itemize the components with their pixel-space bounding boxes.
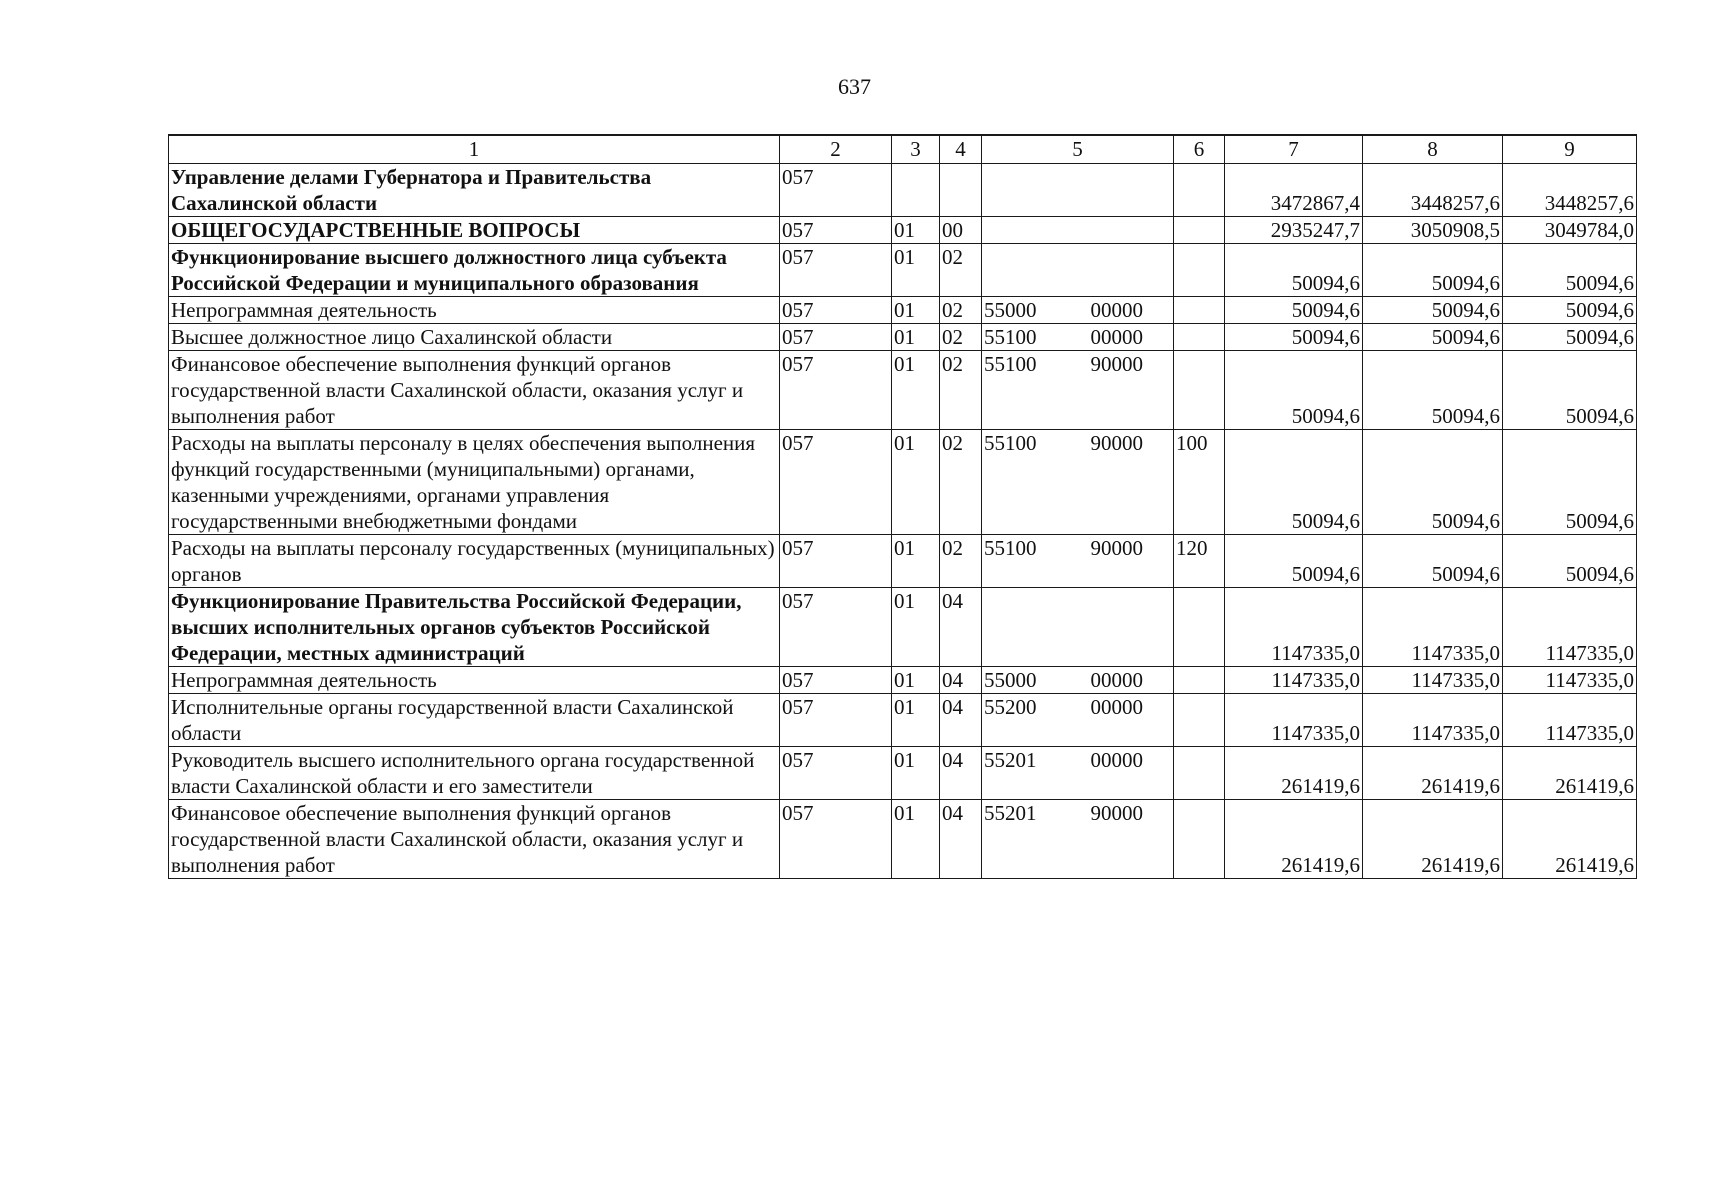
row-name-cell: Непрограммная деятельность bbox=[169, 297, 780, 324]
amount-cell-col7: 1147335,0 bbox=[1225, 694, 1363, 747]
row-name-cell: Непрограммная деятельность bbox=[169, 667, 780, 694]
target-article-part-a: 55200 bbox=[984, 695, 1037, 719]
target-article-cell bbox=[982, 800, 1174, 879]
target-article-part-b: 00000 bbox=[1090, 668, 1143, 692]
subsection-code-cell: 02 bbox=[940, 535, 982, 588]
section-code-cell: 01 bbox=[892, 747, 940, 800]
subsection-code-cell: 04 bbox=[940, 588, 982, 667]
amount-cell-col8: 3050908,5 bbox=[1363, 217, 1503, 244]
amount-cell-col9: 50094,6 bbox=[1503, 244, 1637, 297]
amount-cell-col9: 261419,6 bbox=[1503, 747, 1637, 800]
ministry-code-cell: 057 bbox=[780, 800, 892, 879]
target-article-cell bbox=[982, 324, 1174, 351]
amount-cell-col8: 3448257,6 bbox=[1363, 164, 1503, 217]
table-row bbox=[169, 164, 1637, 217]
target-article-part-b: 90000 bbox=[1090, 536, 1143, 560]
ministry-code-cell: 057 bbox=[780, 217, 892, 244]
ministry-code-cell: 057 bbox=[780, 430, 892, 535]
ministry-code-cell: 057 bbox=[780, 535, 892, 588]
row-name-cell: Высшее должностное лицо Сахалинской области bbox=[169, 324, 780, 351]
amount-cell-col9: 3049784,0 bbox=[1503, 217, 1637, 244]
target-article-cell bbox=[982, 351, 1174, 430]
target-article-part-b: 90000 bbox=[1090, 431, 1143, 455]
expense-type-cell bbox=[1174, 164, 1225, 217]
expense-type-cell: 120 bbox=[1174, 535, 1225, 588]
target-article-part-a: 55100 bbox=[984, 431, 1037, 455]
column-header: 5 bbox=[982, 135, 1174, 164]
ministry-code-cell: 057 bbox=[780, 244, 892, 297]
table-header-row bbox=[169, 135, 1637, 164]
target-article-part-a: 55100 bbox=[984, 536, 1037, 560]
expense-type-cell bbox=[1174, 324, 1225, 351]
ministry-code-cell: 057 bbox=[780, 588, 892, 667]
section-code-cell: 01 bbox=[892, 667, 940, 694]
amount-cell-col8: 50094,6 bbox=[1363, 351, 1503, 430]
section-code-cell: 01 bbox=[892, 430, 940, 535]
amount-cell-col7: 261419,6 bbox=[1225, 747, 1363, 800]
target-article-part-a: 55000 bbox=[984, 298, 1037, 322]
amount-cell-col7: 50094,6 bbox=[1225, 324, 1363, 351]
target-article-part-b: 00000 bbox=[1090, 695, 1143, 719]
column-header: 1 bbox=[169, 135, 780, 164]
column-header: 9 bbox=[1503, 135, 1637, 164]
column-header: 4 bbox=[940, 135, 982, 164]
amount-cell-col7: 50094,6 bbox=[1225, 535, 1363, 588]
amount-cell-col7: 3472867,4 bbox=[1225, 164, 1363, 217]
section-code-cell: 01 bbox=[892, 297, 940, 324]
table-row bbox=[169, 747, 1637, 800]
subsection-code-cell: 04 bbox=[940, 747, 982, 800]
section-code-cell: 01 bbox=[892, 324, 940, 351]
expense-type-cell bbox=[1174, 588, 1225, 667]
amount-cell-col8: 1147335,0 bbox=[1363, 667, 1503, 694]
amount-cell-col7: 50094,6 bbox=[1225, 244, 1363, 297]
row-name-cell: Руководитель высшего исполнительного органа государственной власти Сахалинской области и его заместители bbox=[169, 747, 780, 800]
ministry-code-cell: 057 bbox=[780, 297, 892, 324]
amount-cell-col8: 50094,6 bbox=[1363, 244, 1503, 297]
column-header: 8 bbox=[1363, 135, 1503, 164]
row-name-cell: Расходы на выплаты персоналу в целях обеспечения выполнения функций государственными (муниципальными) органами, казенными учреждениями, органами управления государственными внебюджетными фондами bbox=[169, 430, 780, 535]
subsection-code-cell: 02 bbox=[940, 244, 982, 297]
subsection-code-cell: 04 bbox=[940, 800, 982, 879]
amount-cell-col9: 50094,6 bbox=[1503, 297, 1637, 324]
subsection-code-cell: 00 bbox=[940, 217, 982, 244]
target-article-part-b: 90000 bbox=[1090, 352, 1143, 376]
amount-cell-col9: 261419,6 bbox=[1503, 800, 1637, 879]
target-article-cell bbox=[982, 217, 1174, 244]
section-code-cell: 01 bbox=[892, 217, 940, 244]
subsection-code-cell: 02 bbox=[940, 351, 982, 430]
amount-cell-col8: 261419,6 bbox=[1363, 800, 1503, 879]
row-name-cell: ОБЩЕГОСУДАРСТВЕННЫЕ ВОПРОСЫ bbox=[169, 217, 780, 244]
table-row bbox=[169, 430, 1637, 535]
target-article-part-b: 90000 bbox=[1090, 801, 1143, 825]
table-row bbox=[169, 351, 1637, 430]
target-article-cell bbox=[982, 667, 1174, 694]
table-row bbox=[169, 244, 1637, 297]
subsection-code-cell: 02 bbox=[940, 297, 982, 324]
amount-cell-col8: 50094,6 bbox=[1363, 430, 1503, 535]
row-name-cell: Управление делами Губернатора и Правительства Сахалинской области bbox=[169, 164, 780, 217]
amount-cell-col9: 1147335,0 bbox=[1503, 667, 1637, 694]
ministry-code-cell: 057 bbox=[780, 667, 892, 694]
target-article-cell bbox=[982, 747, 1174, 800]
amount-cell-col9: 3448257,6 bbox=[1503, 164, 1637, 217]
amount-cell-col8: 261419,6 bbox=[1363, 747, 1503, 800]
table-row bbox=[169, 694, 1637, 747]
expense-type-cell bbox=[1174, 800, 1225, 879]
target-article-part-b: 00000 bbox=[1090, 748, 1143, 772]
amount-cell-col8: 50094,6 bbox=[1363, 297, 1503, 324]
target-article-cell bbox=[982, 588, 1174, 667]
section-code-cell: 01 bbox=[892, 351, 940, 430]
target-article-cell bbox=[982, 694, 1174, 747]
amount-cell-col8: 1147335,0 bbox=[1363, 694, 1503, 747]
target-article-part-a: 55100 bbox=[984, 352, 1037, 376]
target-article-cell bbox=[982, 297, 1174, 324]
column-header: 3 bbox=[892, 135, 940, 164]
amount-cell-col7: 2935247,7 bbox=[1225, 217, 1363, 244]
target-article-cell bbox=[982, 164, 1174, 217]
target-article-part-b: 00000 bbox=[1090, 325, 1143, 349]
target-article-part-a: 55201 bbox=[984, 748, 1037, 772]
expense-type-cell bbox=[1174, 217, 1225, 244]
amount-cell-col7: 1147335,0 bbox=[1225, 667, 1363, 694]
amount-cell-col7: 261419,6 bbox=[1225, 800, 1363, 879]
target-article-part-a: 55100 bbox=[984, 325, 1037, 349]
table-row bbox=[169, 667, 1637, 694]
amount-cell-col7: 50094,6 bbox=[1225, 297, 1363, 324]
target-article-cell bbox=[982, 244, 1174, 297]
row-name-cell: Функционирование высшего должностного лица субъекта Российской Федерации и муниципального образования bbox=[169, 244, 780, 297]
subsection-code-cell: 04 bbox=[940, 694, 982, 747]
amount-cell-col7: 50094,6 bbox=[1225, 351, 1363, 430]
section-code-cell: 01 bbox=[892, 244, 940, 297]
expense-type-cell bbox=[1174, 297, 1225, 324]
section-code-cell: 01 bbox=[892, 535, 940, 588]
table-row bbox=[169, 535, 1637, 588]
amount-cell-col9: 1147335,0 bbox=[1503, 694, 1637, 747]
amount-cell-col7: 50094,6 bbox=[1225, 430, 1363, 535]
target-article-cell bbox=[982, 535, 1174, 588]
amount-cell-col9: 50094,6 bbox=[1503, 351, 1637, 430]
amount-cell-col8: 50094,6 bbox=[1363, 324, 1503, 351]
subsection-code-cell bbox=[940, 164, 982, 217]
table-row bbox=[169, 324, 1637, 351]
table-row bbox=[169, 800, 1637, 879]
subsection-code-cell: 04 bbox=[940, 667, 982, 694]
section-code-cell: 01 bbox=[892, 800, 940, 879]
target-article-cell bbox=[982, 430, 1174, 535]
expense-type-cell bbox=[1174, 747, 1225, 800]
target-article-part-a: 55000 bbox=[984, 668, 1037, 692]
row-name-cell: Финансовое обеспечение выполнения функций органов государственной власти Сахалинской области, оказания услуг и выполнения работ bbox=[169, 800, 780, 879]
row-name-cell: Финансовое обеспечение выполнения функций органов государственной власти Сахалинской области, оказания услуг и выполнения работ bbox=[169, 351, 780, 430]
expense-type-cell bbox=[1174, 694, 1225, 747]
table-row bbox=[169, 217, 1637, 244]
subsection-code-cell: 02 bbox=[940, 324, 982, 351]
ministry-code-cell: 057 bbox=[780, 694, 892, 747]
amount-cell-col9: 50094,6 bbox=[1503, 324, 1637, 351]
ministry-code-cell: 057 bbox=[780, 164, 892, 217]
expense-type-cell bbox=[1174, 244, 1225, 297]
subsection-code-cell: 02 bbox=[940, 430, 982, 535]
row-name-cell: Расходы на выплаты персоналу государственных (муниципальных) органов bbox=[169, 535, 780, 588]
amount-cell-col7: 1147335,0 bbox=[1225, 588, 1363, 667]
section-code-cell: 01 bbox=[892, 694, 940, 747]
expense-type-cell bbox=[1174, 351, 1225, 430]
table-row bbox=[169, 297, 1637, 324]
target-article-part-b: 00000 bbox=[1090, 298, 1143, 322]
budget-table bbox=[168, 134, 1637, 879]
expense-type-cell bbox=[1174, 667, 1225, 694]
column-header: 6 bbox=[1174, 135, 1225, 164]
table-row bbox=[169, 588, 1637, 667]
target-article-part-a: 55201 bbox=[984, 801, 1037, 825]
amount-cell-col9: 50094,6 bbox=[1503, 430, 1637, 535]
column-header: 2 bbox=[780, 135, 892, 164]
column-header: 7 bbox=[1225, 135, 1363, 164]
amount-cell-col8: 1147335,0 bbox=[1363, 588, 1503, 667]
expense-type-cell: 100 bbox=[1174, 430, 1225, 535]
row-name-cell: Исполнительные органы государственной власти Сахалинской области bbox=[169, 694, 780, 747]
ministry-code-cell: 057 bbox=[780, 747, 892, 800]
ministry-code-cell: 057 bbox=[780, 324, 892, 351]
section-code-cell bbox=[892, 164, 940, 217]
ministry-code-cell: 057 bbox=[780, 351, 892, 430]
page-number: 637 bbox=[838, 74, 871, 99]
amount-cell-col9: 50094,6 bbox=[1503, 535, 1637, 588]
row-name-cell: Функционирование Правительства Российской Федерации, высших исполнительных органов субъектов Российской Федерации, местных администраций bbox=[169, 588, 780, 667]
amount-cell-col9: 1147335,0 bbox=[1503, 588, 1637, 667]
amount-cell-col8: 50094,6 bbox=[1363, 535, 1503, 588]
section-code-cell: 01 bbox=[892, 588, 940, 667]
